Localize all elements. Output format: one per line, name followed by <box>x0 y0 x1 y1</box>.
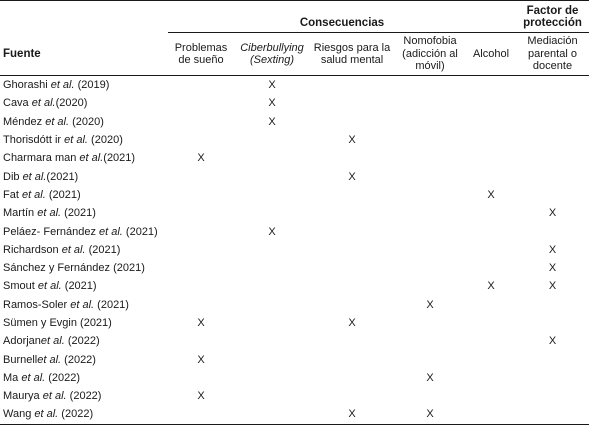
source-et-al: et al. <box>21 188 46 201</box>
column-header-2 <box>310 33 394 76</box>
column-header-line: (Sexting) <box>249 54 295 66</box>
mark-cell <box>394 222 466 240</box>
mark-cell: X <box>348 134 356 147</box>
mark-cell <box>234 241 310 259</box>
mark-cell <box>168 186 234 204</box>
column-header-line: Problemas <box>174 41 228 54</box>
mark-cell <box>466 296 516 314</box>
mark-cell <box>168 296 234 314</box>
source-author: Ma <box>3 371 22 384</box>
mark-cell <box>466 405 516 424</box>
table-row <box>0 167 589 185</box>
column-header-line: parental o <box>528 47 577 60</box>
mark-cell <box>466 131 516 149</box>
source-et-al: et al. <box>45 115 70 128</box>
source-cell <box>0 186 168 204</box>
mark-cell <box>168 369 234 387</box>
mark-cell <box>234 259 310 277</box>
mark-cell: X <box>268 97 276 110</box>
mark-cell: X <box>548 335 557 348</box>
source-year: (2021) <box>103 152 136 165</box>
mark-cell <box>394 259 466 277</box>
mark-cell <box>310 296 394 314</box>
source-cell <box>0 76 168 95</box>
source-et-al: et al. <box>79 152 104 165</box>
mark-cell <box>394 131 466 149</box>
table-row <box>0 113 589 131</box>
mark-cell: X <box>310 405 394 424</box>
mark-cell <box>516 314 589 332</box>
mark-cell <box>234 332 310 350</box>
mark-cell <box>168 332 234 350</box>
mark-cell <box>310 332 394 350</box>
mark-cell <box>310 76 394 95</box>
source-year: (2021) <box>61 207 96 220</box>
source-cell <box>0 131 168 149</box>
mark-cell: X <box>548 243 557 256</box>
mark-cell <box>234 369 310 387</box>
mark-cell: X <box>197 152 205 165</box>
mark-cell <box>310 369 394 387</box>
source-author: Cava <box>3 97 32 110</box>
source-et-al: et al. <box>22 170 47 183</box>
mark-cell <box>168 94 234 112</box>
group-header-consecuencias: Consecuencias <box>168 1 516 33</box>
table-row <box>0 76 589 95</box>
mark-cell <box>394 94 466 112</box>
table-row <box>0 314 589 332</box>
mark-cell <box>394 241 466 259</box>
column-header-line: docente <box>532 60 573 73</box>
table-body <box>0 76 589 425</box>
mark-cell <box>234 186 310 204</box>
header-group-row <box>0 1 589 33</box>
mark-cell <box>466 259 516 277</box>
mark-cell <box>516 167 589 185</box>
mark-cell <box>516 131 589 149</box>
source-et-al: et al. <box>37 353 62 366</box>
source-author: Ramos-Soler <box>3 298 71 311</box>
mark-cell <box>466 113 516 131</box>
mark-cell <box>394 350 466 368</box>
mark-cell <box>394 387 466 405</box>
source-year: (2021) <box>45 188 81 201</box>
column-header-line: de sueño <box>178 54 224 66</box>
mark-cell <box>466 94 516 112</box>
mark-cell <box>168 222 234 240</box>
source-et-al: et al. <box>31 97 56 110</box>
column-header-4 <box>466 33 516 76</box>
mark-cell <box>310 204 394 222</box>
mark-cell <box>310 113 394 131</box>
mark-cell <box>394 332 466 350</box>
source-year: (2020) <box>69 115 104 128</box>
source-et-al: et al. <box>34 408 59 421</box>
mark-cell <box>168 76 234 95</box>
source-cell <box>0 369 168 387</box>
mark-cell <box>234 387 310 405</box>
table-row <box>0 259 589 277</box>
mark-cell <box>234 167 310 185</box>
source-author: Méndez <box>3 115 46 128</box>
source-et-al: et al. <box>50 79 75 92</box>
source-et-al: et al. <box>37 207 62 220</box>
mark-cell <box>310 186 394 204</box>
source-et-al: et al. <box>42 390 67 403</box>
mark-cell <box>168 241 234 259</box>
mark-cell: X <box>197 353 205 366</box>
table-row <box>0 131 589 149</box>
table-row <box>0 277 589 295</box>
mark-cell <box>466 76 516 95</box>
source-author: Burnell <box>3 353 38 366</box>
mark-cell <box>310 149 394 167</box>
mark-cell <box>394 113 466 131</box>
mark-cell <box>394 314 466 332</box>
mark-cell <box>168 259 234 277</box>
source-et-al: et al. <box>61 243 86 256</box>
source-cell <box>0 204 168 222</box>
mark-cell <box>466 314 516 332</box>
source-cell <box>0 259 168 277</box>
source-author: Charmara man <box>3 152 80 165</box>
mark-cell <box>466 332 516 350</box>
source-author: Peláez- Fernández <box>3 225 99 238</box>
mark-cell: X <box>548 280 557 293</box>
source-et-al: et al. <box>40 335 65 348</box>
mark-cell <box>234 149 310 167</box>
table-row <box>0 296 589 314</box>
source-year: (2021) <box>122 225 158 238</box>
source-author: Martín <box>3 207 38 220</box>
table-row <box>0 405 589 424</box>
column-header-line: salud mental <box>320 54 384 66</box>
source-author: Richardson <box>3 243 62 256</box>
mark-cell <box>466 350 516 368</box>
source-cell <box>0 350 168 368</box>
mark-cell: X <box>268 115 276 128</box>
source-cell <box>0 94 168 112</box>
table-row <box>0 149 589 167</box>
source-cell <box>0 149 168 167</box>
source-author: Thorisdótt ir <box>3 134 65 147</box>
column-header-line: Mediación <box>527 35 578 48</box>
mark-cell <box>516 296 589 314</box>
source-year: (2022) <box>64 335 100 348</box>
source-year: (2022) <box>45 371 81 384</box>
column-header-fuente: Fuente <box>0 33 168 76</box>
mark-cell: X <box>197 390 205 403</box>
source-author: Dib <box>3 170 23 183</box>
mark-cell <box>168 113 234 131</box>
source-year: (2019) <box>74 79 110 92</box>
source-author: Sánchez y Fernández (2021) <box>3 262 145 275</box>
mark-cell: X <box>394 405 466 424</box>
mark-cell <box>516 149 589 167</box>
mark-cell <box>234 350 310 368</box>
source-year: (2022) <box>58 408 94 421</box>
column-header-line: Nomofobia <box>403 35 457 48</box>
mark-cell <box>466 387 516 405</box>
mark-cell <box>310 241 394 259</box>
source-author: Wang <box>3 408 35 421</box>
mark-cell: X <box>348 317 356 329</box>
mark-cell <box>394 186 466 204</box>
mark-cell: X <box>426 371 434 384</box>
source-year: (2021) <box>85 243 121 256</box>
column-header-line: (adicción al <box>402 47 458 60</box>
table-row <box>0 387 589 405</box>
source-et-al: et al. <box>70 298 95 311</box>
mark-cell: X <box>197 317 205 329</box>
mark-cell <box>234 277 310 295</box>
source-cell <box>0 241 168 259</box>
mark-cell: X <box>268 225 276 238</box>
source-year: (2021) <box>46 170 79 183</box>
source-et-al: et al. <box>21 371 46 384</box>
source-author: Sümen y Evgin (2021) <box>3 317 112 329</box>
mark-cell: X <box>548 262 557 275</box>
mark-cell <box>168 167 234 185</box>
source-cell <box>0 314 168 332</box>
source-et-al: et al. <box>99 225 123 238</box>
table-row <box>0 222 589 240</box>
mark-cell <box>310 387 394 405</box>
mark-cell <box>168 405 234 424</box>
mark-cell <box>310 94 394 112</box>
mark-cell <box>168 277 234 295</box>
mark-cell <box>234 204 310 222</box>
source-cell <box>0 405 168 424</box>
mark-cell <box>394 76 466 95</box>
source-author: Adorjan <box>3 335 41 348</box>
source-et-al: et al. <box>64 134 88 147</box>
mark-cell <box>466 222 516 240</box>
source-author: Maurya <box>3 390 43 403</box>
source-author: Fat <box>3 188 22 201</box>
source-author: Smout <box>3 280 38 293</box>
mark-cell <box>516 222 589 240</box>
column-header-5 <box>516 33 589 76</box>
table-row <box>0 332 589 350</box>
table-row <box>0 350 589 368</box>
table-row <box>0 369 589 387</box>
source-author: Ghorashi <box>3 79 51 92</box>
table-row <box>0 94 589 112</box>
mark-cell <box>394 277 466 295</box>
column-header-row <box>0 33 589 76</box>
source-cell <box>0 113 168 131</box>
table-row <box>0 186 589 204</box>
mark-cell <box>310 350 394 368</box>
source-cell <box>0 277 168 295</box>
mark-cell <box>310 277 394 295</box>
column-header-line: móvil) <box>415 60 445 73</box>
mark-cell <box>466 241 516 259</box>
mark-cell <box>234 296 310 314</box>
source-year: (2021) <box>94 298 129 311</box>
mark-cell: X <box>548 207 557 220</box>
table-row <box>0 241 589 259</box>
mark-cell <box>516 113 589 131</box>
mark-cell <box>394 204 466 222</box>
column-header-line: Ciberbullying <box>240 41 304 54</box>
source-year: (2020) <box>55 97 88 110</box>
source-cell <box>0 222 168 240</box>
mark-cell <box>466 149 516 167</box>
source-et-al: et al. <box>37 280 62 293</box>
column-header-0 <box>168 33 234 76</box>
mark-cell <box>516 387 589 405</box>
column-header-line: Riesgos para la <box>313 41 391 54</box>
mark-cell <box>234 405 310 424</box>
mark-cell: X <box>487 188 495 201</box>
column-header-1 <box>234 33 310 76</box>
column-header-3 <box>394 33 466 76</box>
mark-cell: X <box>487 280 495 293</box>
source-cell <box>0 332 168 350</box>
mark-cell <box>394 167 466 185</box>
mark-cell <box>394 149 466 167</box>
mark-cell <box>466 204 516 222</box>
mark-cell <box>516 405 589 424</box>
source-year: (2022) <box>66 390 102 403</box>
source-cell <box>0 387 168 405</box>
mark-cell <box>310 259 394 277</box>
mark-cell <box>234 314 310 332</box>
mark-cell: X <box>426 298 434 311</box>
mark-cell <box>234 131 310 149</box>
source-year: (2021) <box>61 280 97 293</box>
source-cell <box>0 167 168 185</box>
mark-cell <box>310 222 394 240</box>
mark-cell <box>516 350 589 368</box>
mark-cell: X <box>348 170 356 183</box>
source-year: (2020) <box>88 134 123 147</box>
table-row <box>0 204 589 222</box>
column-header-line: Alcohol <box>472 47 510 60</box>
source-year: (2022) <box>61 353 96 366</box>
mark-cell <box>466 167 516 185</box>
group-header-factor-proteccion: Factor de protección <box>516 1 589 33</box>
mark-cell <box>516 369 589 387</box>
source-cell <box>0 296 168 314</box>
mark-cell <box>168 204 234 222</box>
mark-cell: X <box>268 79 276 92</box>
mark-cell <box>516 94 589 112</box>
mark-cell <box>516 76 589 95</box>
mark-cell <box>466 369 516 387</box>
mark-cell <box>516 186 589 204</box>
mark-cell <box>168 131 234 149</box>
